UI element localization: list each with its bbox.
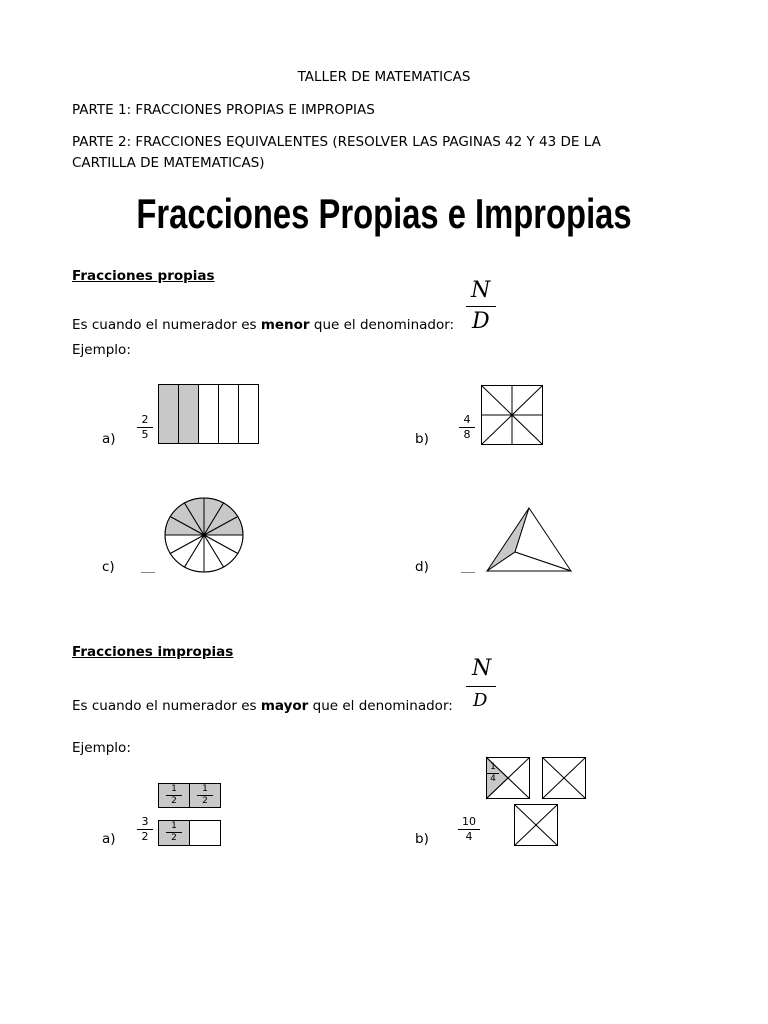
propias-heading: Fracciones propias <box>72 268 215 284</box>
propias-label-a: a) <box>102 431 116 447</box>
parte-2-line-2: CARTILLA DE MATEMATICAS) <box>72 155 265 171</box>
impropias-fraction-a <box>137 816 153 843</box>
impropias-definition-bold: mayor <box>260 698 309 714</box>
impropias-fraction-b-den: 4 <box>465 830 473 843</box>
main-heading: Fracciones Propias e Impropias <box>136 190 632 237</box>
parte-2-line-1: PARTE 2: FRACCIONES EQUIVALENTES (RESOLVER LAS PAGINAS 42 Y 43 DE LA <box>72 134 601 150</box>
impropias-fraction-b <box>458 816 480 843</box>
impropias-symbol-d: D <box>473 690 488 711</box>
half-cell-label-3: 1 2 <box>166 822 182 843</box>
quarter-square-2 <box>542 757 586 799</box>
impropias-symbol-bar <box>466 686 496 687</box>
propias-label-d: d) <box>415 559 429 575</box>
propias-label-b: b) <box>415 431 429 447</box>
circle-twelfths-figure <box>164 497 244 573</box>
propias-symbol-bar <box>466 306 496 307</box>
propias-label-c: c) <box>102 559 115 575</box>
impropias-example: Ejemplo: <box>72 740 131 756</box>
doc-title: TALLER DE MATEMATICAS <box>297 69 471 85</box>
propias-fraction-b-den: 8 <box>463 428 471 441</box>
propias-fraction-b-num: 4 <box>463 413 471 426</box>
impropias-label-a: a) <box>102 831 116 847</box>
square-eighths-figure <box>481 385 543 445</box>
propias-fraction-a-num: 2 <box>141 413 149 426</box>
propias-definition-post: que el denominador: <box>309 317 455 333</box>
impropias-definition-post: que el denominador: <box>308 698 453 714</box>
half-cell-label-1: 1 2 <box>166 785 182 806</box>
propias-fraction-a-den: 5 <box>141 428 149 441</box>
triangle-thirds-figure <box>486 507 572 573</box>
impropias-label-b: b) <box>415 831 429 847</box>
propias-definition-bold: menor <box>260 317 310 333</box>
parte-1: PARTE 1: FRACCIONES PROPIAS E IMPROPIAS <box>72 102 375 118</box>
impropias-heading: Fracciones impropias <box>72 644 234 660</box>
propias-fraction-b <box>459 414 475 441</box>
propias-blank-c <box>141 572 155 573</box>
impropias-fraction-a-num: 3 <box>141 815 149 828</box>
impropias-fraction-b-num: 10 <box>462 815 476 828</box>
impropias-definition-pre: Es cuando el numerador es <box>72 698 261 714</box>
propias-definition-pre: Es cuando el numerador es <box>72 317 261 333</box>
propias-blank-d <box>461 572 475 573</box>
impropias-fraction-a-den: 2 <box>141 830 149 843</box>
propias-symbol-d: D <box>472 309 490 334</box>
impropias-definition <box>72 697 453 715</box>
impropias-symbol-n: N <box>472 656 492 681</box>
propias-definition <box>72 316 454 334</box>
half-cell-label-2: 1 2 <box>197 785 213 806</box>
rectangle-fifths-figure <box>158 384 260 444</box>
propias-symbol-n: N <box>471 278 491 303</box>
quarter-cell-label: 1 4 <box>487 763 499 784</box>
quarter-square-3 <box>514 804 558 846</box>
propias-fraction-a <box>137 414 153 441</box>
propias-example: Ejemplo: <box>72 342 131 358</box>
